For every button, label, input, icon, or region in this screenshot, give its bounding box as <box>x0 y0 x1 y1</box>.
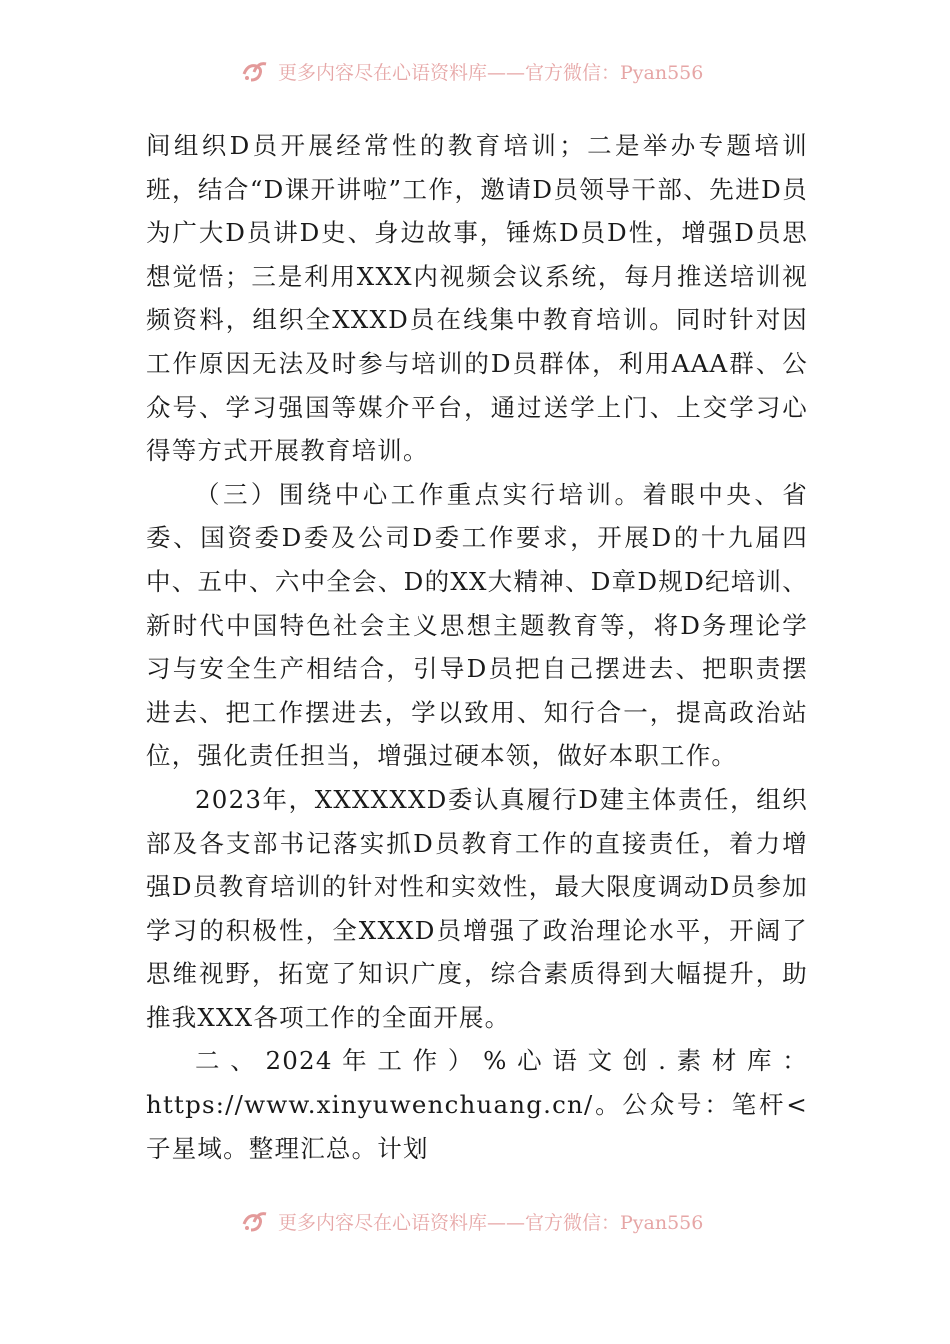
header-banner-text: 更多内容尽在心语资料库——官方微信：Pyan556 <box>278 61 704 84</box>
brand-logo-icon <box>240 56 270 86</box>
paragraph-summary-2023: 2023年，XXXXXXD委认真履行D建主体责任，组织部及各支部书记落实抓D员教育工作的直接责任，着力增强D员教育培训的针对性和实效性，最大限度调动D员参加学习的积极性，全XXXD员增强了政治理论水平，开阔了思维视野，拓宽了知识广度，综合素质得到大幅提升，助推我XXX各项工作的全面开展。 <box>146 784 808 1032</box>
header-watermark-banner <box>240 56 720 86</box>
paragraph-continuation: 间组织D员开展经常性的教育培训；二是举办专题培训班，结合“D课开讲啦”工作，邀请D员领导干部、先进D员为广大D员讲D史、身边故事，锤炼D员D性，增强D员思想觉悟；三是利用XXX内视频会议系统，每月推送培训视频资料，组织全XXXD员在线集中教育培训。同时针对因工作原因无法及时参与培训的D员群体，利用AAA群、公众号、学习强国等媒介平台，通过送学上门、上交学习心得等方式开展教育培训。 <box>146 131 808 466</box>
document-body <box>146 124 808 1170</box>
paragraph-heading-2024-plan: 二、2024年工作）%心语文创.素材库：https://www.xinyuwenchuang.cn/。公众号：笔杆<子星域。整理汇总。计划 <box>146 1046 808 1163</box>
brand-logo-icon <box>240 1206 270 1236</box>
paragraph-section-three: （三）围绕中心工作重点实行培训。着眼中央、省委、国资委D委及公司D委工作要求，开展D的十九届四中、五中、六中全会、D的XX大精神、D章D规D纪培训、新时代中国特色社会主义思想主题教育等，将D务理论学习与安全生产相结合，引导D员把自己摆进去、把职责摆进去、把工作摆进去，学以致用、知行合一，提高政治站位，强化责任担当，增强过硬本领，做好本职工作。 <box>146 479 808 771</box>
footer-watermark-banner <box>240 1206 720 1236</box>
footer-banner-text: 更多内容尽在心语资料库——官方微信：Pyan556 <box>278 1211 704 1234</box>
